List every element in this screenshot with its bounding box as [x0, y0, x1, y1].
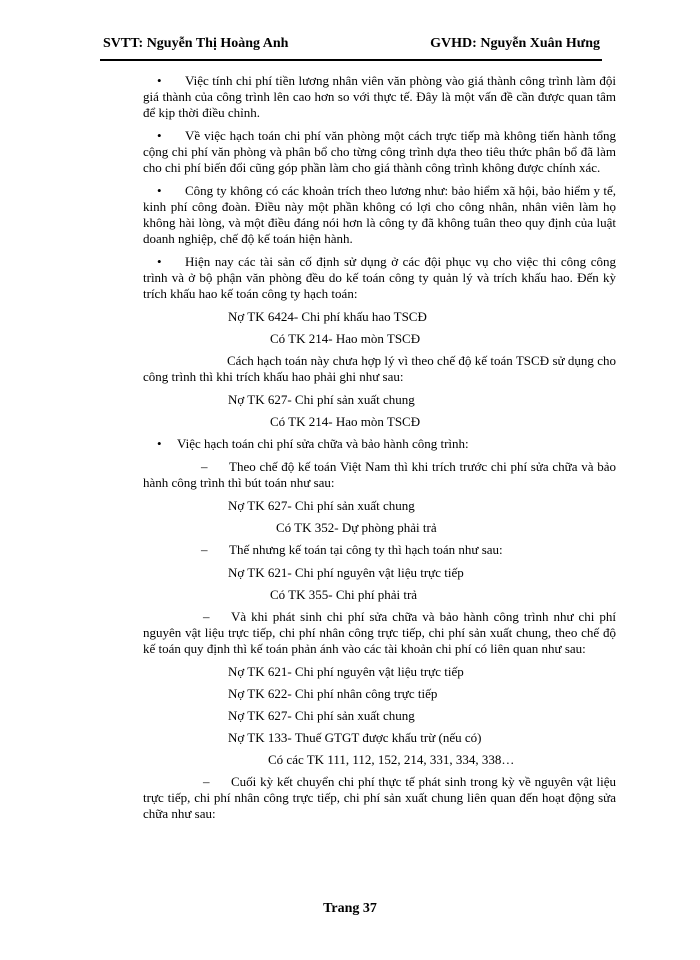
journal-entry: Có TK 214- Hao mòn TSCĐ [270, 414, 421, 429]
journal-entry: Có TK 355- Chi phí phải trả [270, 587, 418, 602]
journal-entry: Nợ TK 627- Chi phí sản xuất chung [228, 392, 415, 407]
bullet-icon: • [157, 128, 162, 143]
journal-entry: Nợ TK 627- Chi phí sản xuất chung [228, 708, 415, 723]
paragraph-deductions: • Công ty không có các khoản trích theo lương như: bảo hiểm xã hội, bảo hiểm y tế, kinh phí công đoàn. Điều này một phần không có lợi cho công nhân, nhân viên làm họ không hài lòng, và một điều đáng nói hơn là công ty đã không tuân theo quy định của luật doanh nghiệp, chế độ kế toán hiện hành. [143, 183, 616, 246]
paragraph-period-end: – Cuối kỳ kết chuyển chi phí thực tế phát sinh trong kỳ về nguyên vật liệu trực tiếp, chi phí nhân công trực tiếp, chi phí sản xuất chung liên quan đến hoạt động sửa chữa như sau: [143, 774, 616, 821]
page-header [103, 36, 600, 56]
bullet-icon: • [157, 73, 162, 88]
bullet-icon: • [157, 436, 162, 451]
dash-icon: – [201, 459, 208, 474]
journal-entry: Nợ TK 622- Chi phí nhân công trực tiếp [228, 686, 438, 701]
paragraph-office-cost: • Về việc hạch toán chi phí văn phòng một cách trực tiếp mà không tiến hành tổng cộng chi phí văn phòng và phân bổ cho từng công trình dựa theo tiêu thức phân bổ đã làm cho chi phí biến đổi cũng góp phần làm cho giá thành công trình không được chính xác. [143, 128, 616, 175]
journal-entry: Có TK 352- Dự phòng phải trả [276, 520, 437, 535]
paragraph-company-practice: – Thế nhưng kế toán tại công ty thì hạch toán như sau: [201, 542, 503, 557]
bullet-icon: • [157, 183, 162, 198]
dash-icon: – [203, 609, 210, 624]
advisor-name: GVHD: Nguyễn Xuân Hưng [430, 36, 600, 51]
paragraph-depreciation-note: Cách hạch toán này chưa hợp lý vì theo chế độ kế toán TSCĐ sử dụng cho công trình thì khi trích khấu hao phải ghi như sau: [143, 353, 616, 384]
header-rule [100, 59, 602, 61]
dash-icon: – [201, 542, 208, 557]
paragraph-repair-costs: – Và khi phát sinh chi phí sửa chữa và bảo hành công trình như chi phí nguyên vật liệu trực tiếp, chi phí nhân công trực tiếp, chi phí sản xuất chung, theo chế độ kế toán quy định thì kế toán phản ánh vào các tài khoản chi phí có liên quan như sau: [143, 609, 616, 656]
paragraph-fixed-assets: • Hiện nay các tài sản cố định sử dụng ở các đội phục vụ cho việc thi công công trình và ở bộ phận văn phòng đều do kế toán công ty quản lý và trích khấu hao. Đến kỳ trích khấu hao kế toán công ty hạch toán: [143, 254, 616, 301]
paragraph-salary-cost: • Việc tính chi phí tiền lương nhân viên văn phòng vào giá thành công trình làm đội giá thành của công trình lên cao hơn so với thực tế. Đây là một vấn đề cần được quan tâm để kịp thời điều chỉnh. [143, 73, 616, 120]
journal-entry: Có các TK 111, 112, 152, 214, 331, 334, 338… [268, 752, 515, 767]
journal-entry: Nợ TK 627- Chi phí sản xuất chung [228, 498, 415, 513]
paragraph-repair-standard: – Theo chế độ kế toán Việt Nam thì khi trích trước chi phí sửa chữa và bảo hành công trình thì bút toán như sau: [143, 459, 616, 490]
journal-entry: Có TK 214- Hao mòn TSCĐ [270, 331, 421, 346]
student-name: SVTT: Nguyễn Thị Hoàng Anh [103, 36, 289, 51]
journal-entry: Nợ TK 621- Chi phí nguyên vật liệu trực tiếp [228, 664, 464, 679]
bullet-icon: • [157, 254, 162, 269]
page-number: Trang 37 [323, 901, 377, 916]
dash-icon: – [203, 774, 210, 789]
page-body [143, 73, 616, 829]
journal-entry: Nợ TK 6424- Chi phí khấu hao TSCĐ [228, 309, 427, 324]
journal-entry: Nợ TK 133- Thuế GTGT được khấu trừ (nếu có) [228, 730, 482, 745]
journal-entry: Nợ TK 621- Chi phí nguyên vật liệu trực tiếp [228, 565, 464, 580]
paragraph-repair-heading: • Việc hạch toán chi phí sửa chữa và bảo hành công trình: [157, 436, 469, 451]
